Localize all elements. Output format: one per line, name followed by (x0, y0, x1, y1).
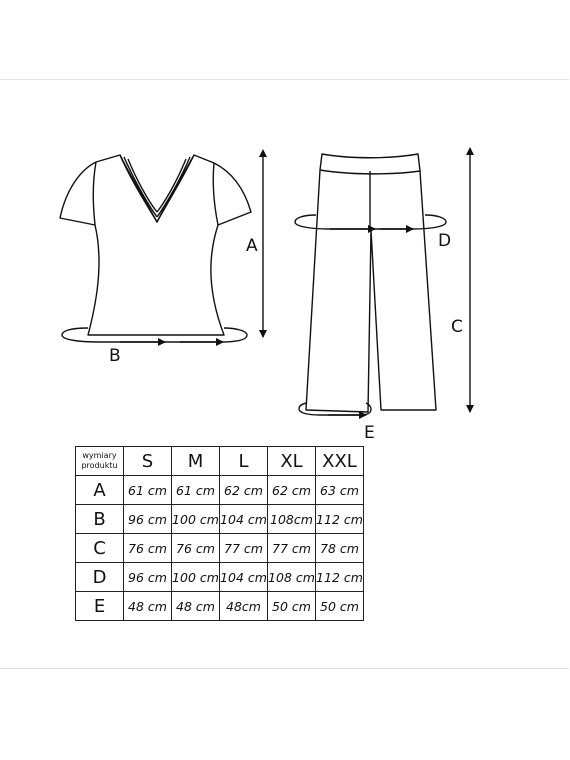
table-cell: 63 cm (316, 476, 364, 505)
table-cell: 48 cm (124, 592, 172, 621)
row-label: D (76, 563, 124, 592)
table-cell: 62 cm (268, 476, 316, 505)
table-cell: 76 cm (172, 534, 220, 563)
corner-label-line2: produktu (81, 461, 118, 470)
table-cell: 108 cm (268, 563, 316, 592)
pants-outline (306, 154, 436, 412)
table-cell: 48 cm (172, 592, 220, 621)
tshirt-outline (60, 155, 251, 335)
pants-leg-measure (299, 403, 371, 415)
label-e: E (364, 423, 375, 443)
table-cell: 62 cm (220, 476, 268, 505)
table-cell: 108cm (268, 505, 316, 534)
size-header-l: L (220, 447, 268, 476)
table-corner-label (76, 447, 124, 476)
size-header-s: S (124, 447, 172, 476)
corner-label-line1: wymiary (82, 451, 117, 460)
table-cell: 112 cm (316, 505, 364, 534)
table-cell: 96 cm (124, 563, 172, 592)
size-header-xxl: XXL (316, 447, 364, 476)
table-cell: 104 cm (220, 563, 268, 592)
table-row (76, 592, 364, 621)
table-cell: 96 cm (124, 505, 172, 534)
table-cell: 61 cm (172, 476, 220, 505)
table-cell: 100 cm (172, 505, 220, 534)
table-row (76, 534, 364, 563)
table-cell: 48cm (220, 592, 268, 621)
table-row (76, 505, 364, 534)
size-header-xl: XL (268, 447, 316, 476)
table-cell: 104 cm (220, 505, 268, 534)
table-cell: 50 cm (268, 592, 316, 621)
label-c: C (451, 317, 463, 337)
table-cell: 112 cm (316, 563, 364, 592)
table-header-row (76, 447, 364, 476)
label-d: D (438, 231, 452, 251)
size-header-m: M (172, 447, 220, 476)
size-table (75, 446, 364, 621)
row-label: E (76, 592, 124, 621)
label-b: B (109, 346, 121, 366)
table-cell: 76 cm (124, 534, 172, 563)
row-label: C (76, 534, 124, 563)
row-label: A (76, 476, 124, 505)
table-cell: 50 cm (316, 592, 364, 621)
table-cell: 78 cm (316, 534, 364, 563)
table-cell: 77 cm (268, 534, 316, 563)
row-label: B (76, 505, 124, 534)
table-cell: 61 cm (124, 476, 172, 505)
table-cell: 77 cm (220, 534, 268, 563)
table-cell: 100 cm (172, 563, 220, 592)
table-row (76, 476, 364, 505)
label-a: A (246, 236, 258, 256)
table-row (76, 563, 364, 592)
